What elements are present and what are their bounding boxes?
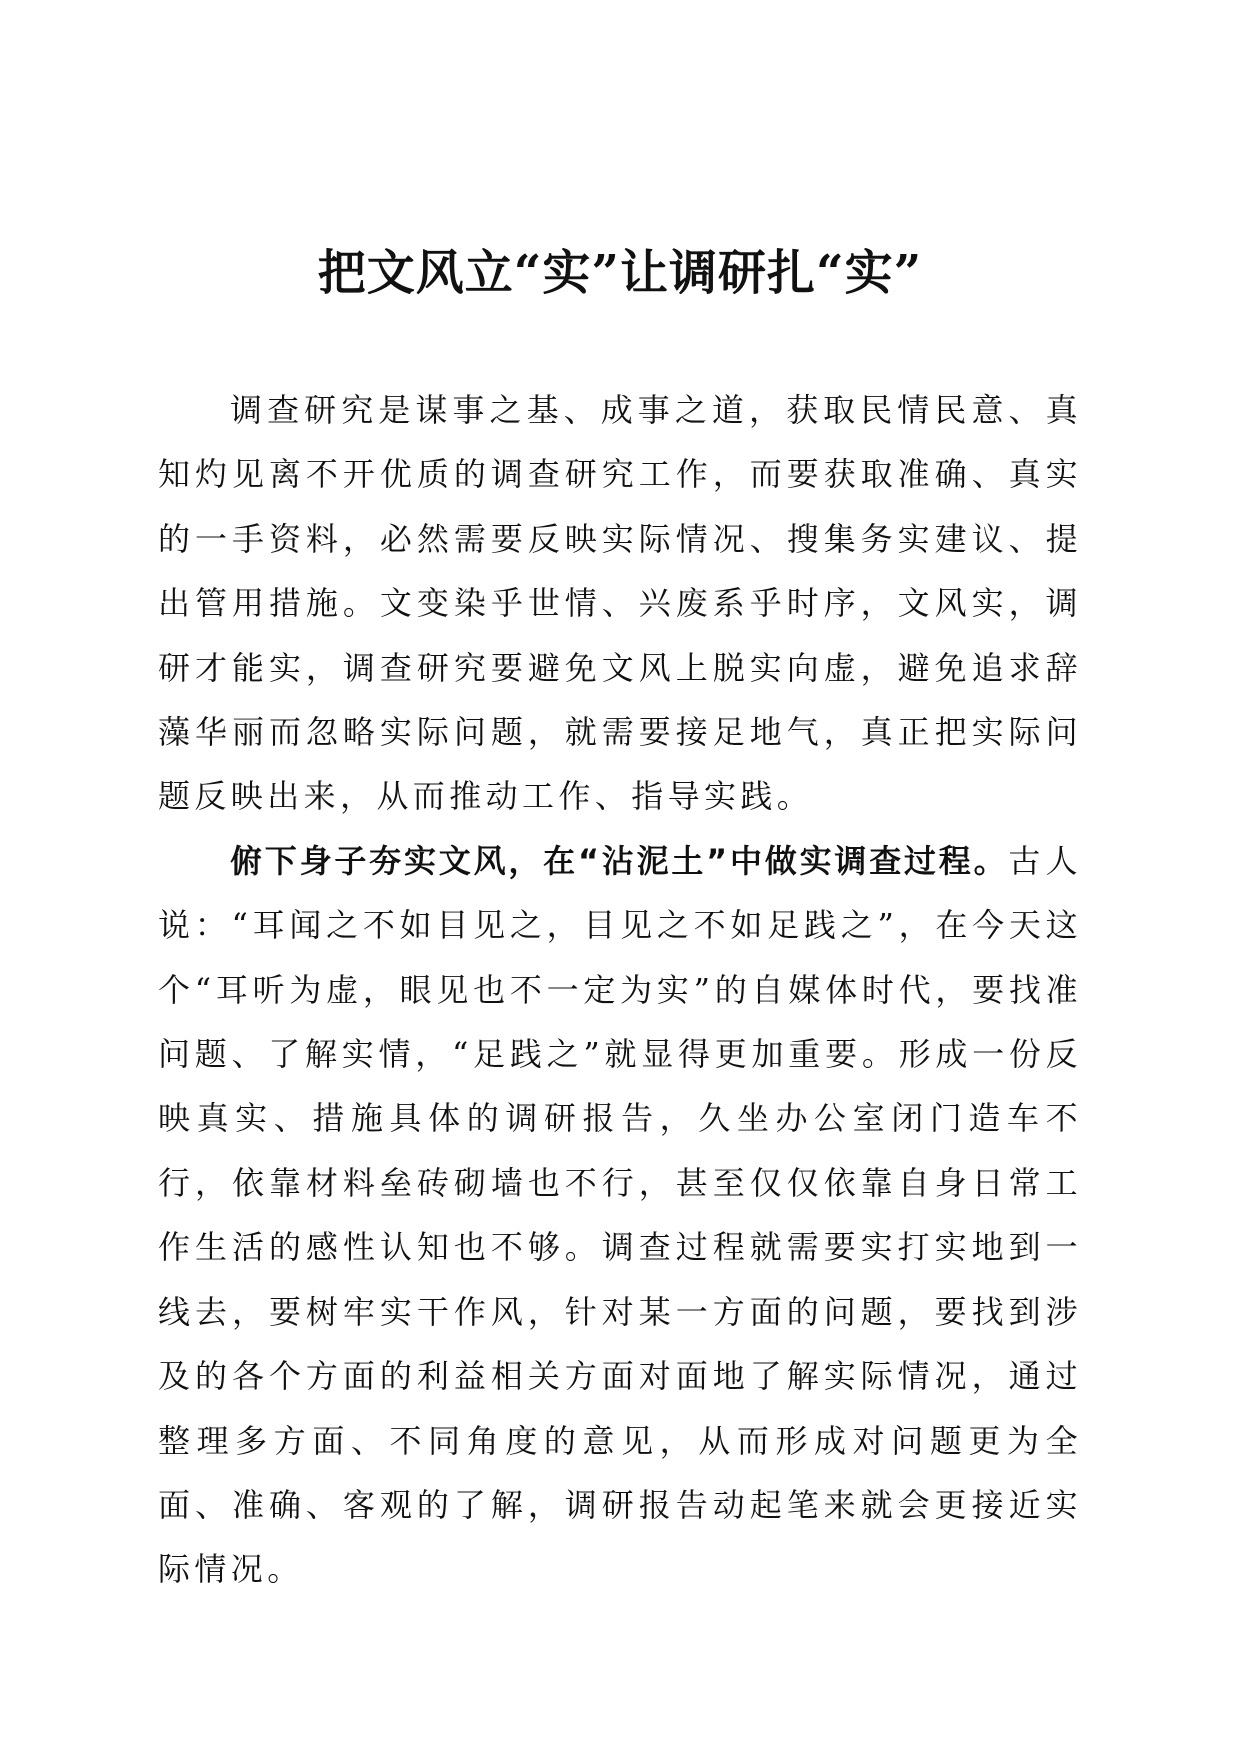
paragraph-section-1 [158, 829, 1082, 1602]
section-1-text: 古人说：“耳闻之不如目见之，目见之不如足践之”，在今天这个“耳听为虚，眼见也不一定为实”的自媒体时代，要找准问题、了解实情，“足践之”就显得更加重要。形成一份反映真实、措施具体的调研报告，久坐办公室闭门造车不行，依靠材料垒砖砌墙也不行，甚至仅仅依靠自身日常工作生活的感性认知也不够。调查过程就需要实打实地到一线去，要树牢实干作风，针对某一方面的问题，要找到涉及的各个方面的利益相关方面对面地了解实际情况，通过整理多方面、不同角度的意见，从而形成对问题更为全面、准确、客观的了解，调研报告动起笔来就会更接近实际情况。 [158, 841, 1082, 1589]
section-1-lead-sentence: 俯下身子夯实文风，在“沾泥土”中做实调查过程。 [230, 841, 1009, 880]
paragraph-intro [158, 378, 1082, 829]
document-title: 把文风立“实”让调研扎“实” [317, 245, 923, 301]
document-body [158, 378, 1082, 1602]
paragraph-intro-text: 调查研究是谋事之基、成事之道，获取民情民意、真知灼见离不开优质的调查研究工作，而要获取准确、真实的一手资料，必然需要反映实际情况、搜集务实建议、提出管用措施。文变染乎世情、兴废系乎时序，文风实，调研才能实，调查研究要避免文风上脱实向虚，避免追求辞藻华丽而忽略实际问题，就需要接足地气，真正把实际问题反映出来，从而推动工作、指导实践。 [158, 391, 1082, 816]
